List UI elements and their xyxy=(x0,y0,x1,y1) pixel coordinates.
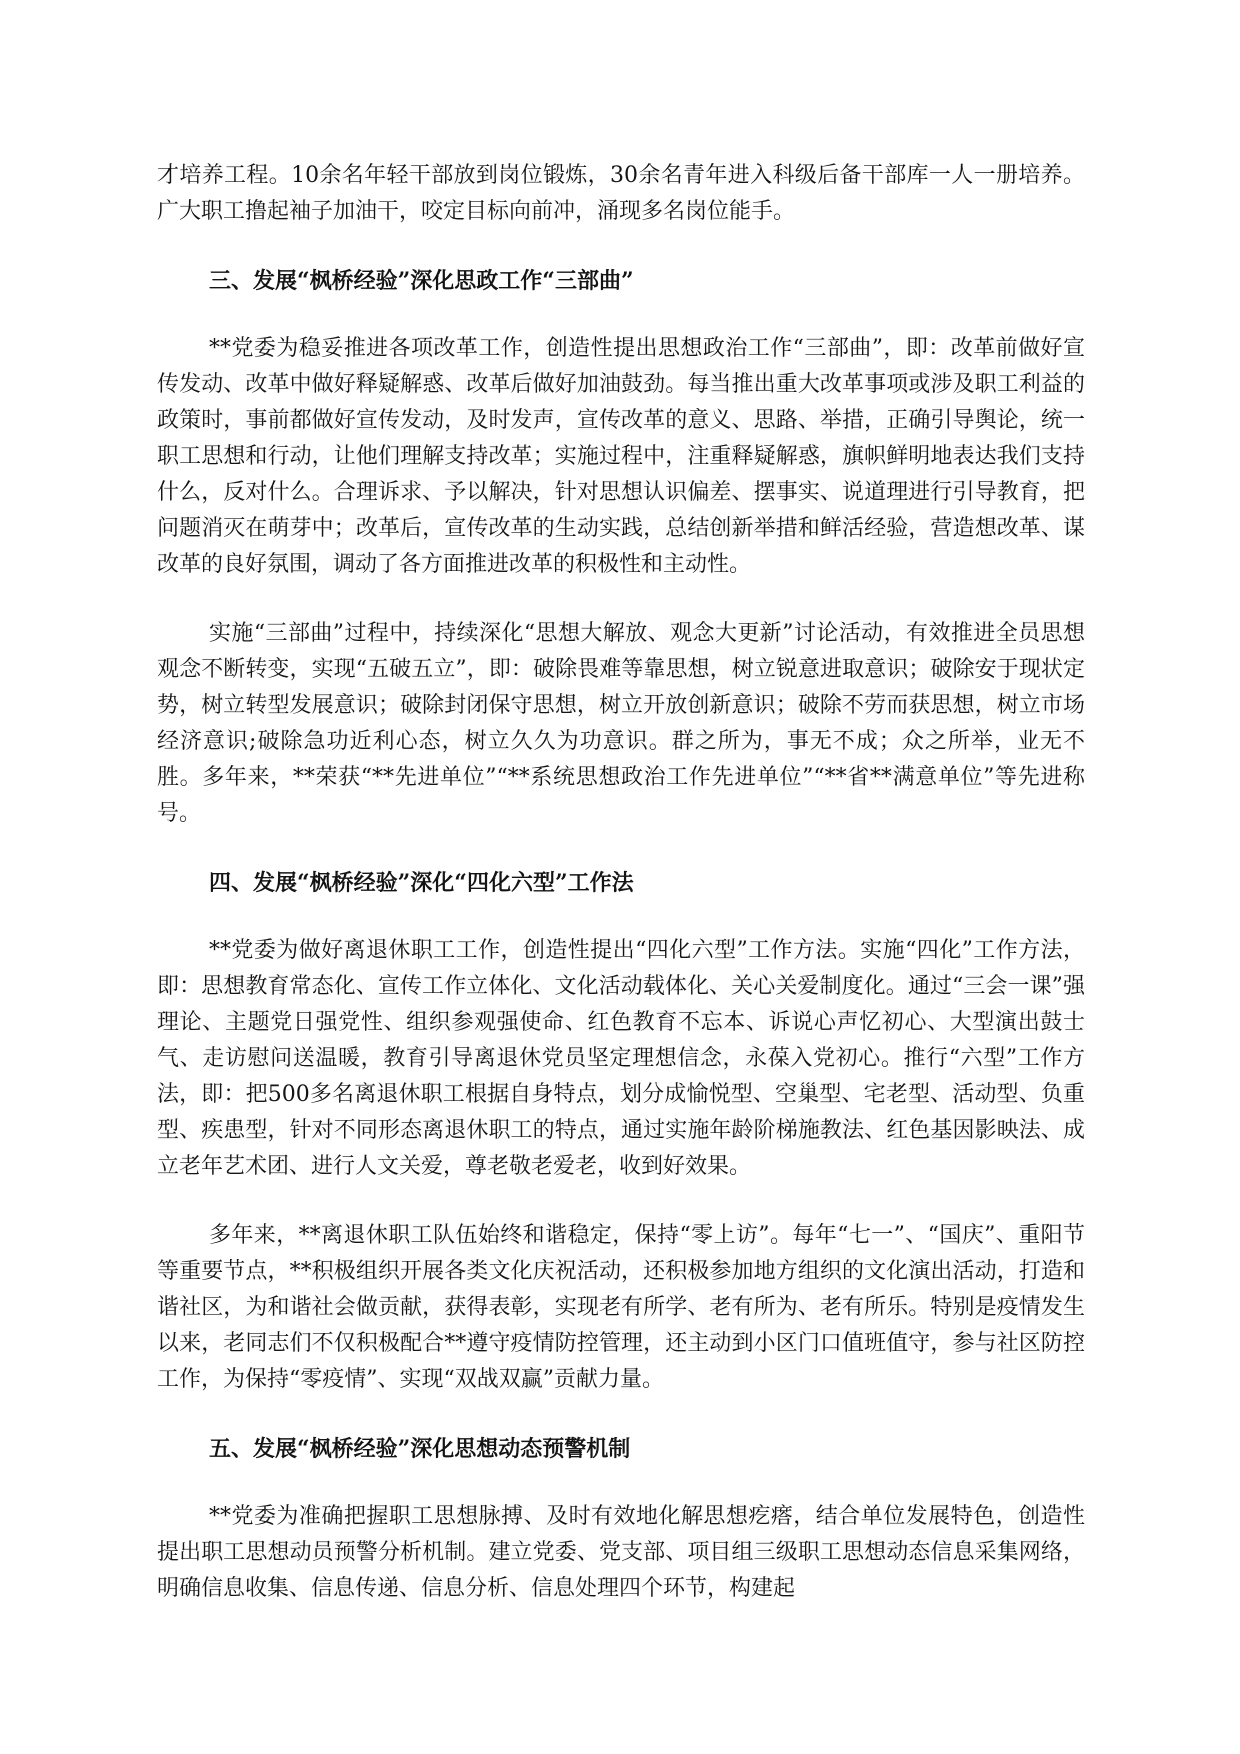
paragraph-warning-mechanism: **党委为准确把握职工思想脉搏、及时有效地化解思想疙瘩，结合单位发展特色，创造性提出职工思想动员预警分析机制。建立党委、党支部、项目组三级职工思想动态信息采集网络，明确信息收集、信息传递、信息分析、信息处理四个环节，构建起 xyxy=(157,1504,1085,1601)
section-heading-4: 四、发展“枫桥经验”深化“四化六型”工作法 xyxy=(209,870,634,896)
document-page xyxy=(157,158,1085,1607)
paragraph-three-steps: **党委为稳妥推进各项改革工作，创造性提出思想政治工作“三部曲”，即：改革前做好宣传发动、改革中做好释疑解惑、改革后做好加油鼓劲。每当推出重大改革事项或涉及职工利益的政策时，事前都做好宣传发动，及时发声，宣传改革的意义、思路、举措，正确引导舆论，统一职工思想和行动，让他们理解支持改革；实施过程中，注重释疑解惑，旗帜鲜明地表达我们支持什么，反对什么。合理诉求、予以解决，针对思想认识偏差、摆事实、说道理进行引导教育，把问题消灭在萌芽中；改革后，宣传改革的生动实践，总结创新举措和鲜活经验，营造想改革、谋改革的良好氛围，调动了各方面推进改革的积极性和主动性。 xyxy=(157,336,1085,577)
paragraph-retirees: 多年来，**离退休职工队伍始终和谐稳定，保持“零上访”。每年“七一”、“国庆”、重阳节等重要节点，**积极组织开展各类文化庆祝活动，还积极参加地方组织的文化演出活动，打造和谐社区，为和谐社会做贡献，获得表彰，实现老有所学、老有所为、老有所乐。特别是疫情发生以来，老同志们不仅积极配合**遵守疫情防控管理，还主动到小区门口值班值守，参与社区防控工作，为保持“零疫情”、实现“双战双赢”贡献力量。 xyxy=(157,1223,1085,1392)
section-heading-5: 五、发展“枫桥经验”深化思想动态预警机制 xyxy=(209,1436,631,1462)
paragraph-five-breaks: 实施“三部曲”过程中，持续深化“思想大解放、观念大更新”讨论活动，有效推进全员思想观念不断转变，实现“五破五立”，即：破除畏难等靠思想，树立锐意进取意识；破除安于现状定势，树立转型发展意识；破除封闭保守思想，树立开放创新意识；破除不劳而获思想，树立市场经济意识;破除急功近利心态，树立久久为功意识。群之所为，事无不成；众之所举，业无不胜。多年来，**荣获“**先进单位”“**系统思想政治工作先进单位”“**省**满意单位”等先进称号。 xyxy=(157,621,1085,826)
paragraph-continuation: 才培养工程。10余名年轻干部放到岗位锻炼，30余名青年进入科级后备干部库一人一册培养。广大职工撸起袖子加油干，咬定目标向前冲，涌现多名岗位能手。 xyxy=(157,163,1085,224)
paragraph-four-six-method: **党委为做好离退休职工工作，创造性提出“四化六型”工作方法。实施“四化”工作方法，即：思想教育常态化、宣传工作立体化、文化活动载体化、关心关爱制度化。通过“三会一课”强理论、主题党日强党性、组织参观强使命、红色教育不忘本、诉说心声忆初心、大型演出鼓士气、走访慰问送温暖，教育引导离退休党员坚定理想信念，永葆入党初心。推行“六型”工作方法，即：把500多名离退休职工根据自身特点，划分成愉悦型、空巢型、宅老型、活动型、负重型、疾患型，针对不同形态离退休职工的特点，通过实施年龄阶梯施教法、红色基因影映法、成立老年艺术团、进行人文关爱，尊老敬老爱老，收到好效果。 xyxy=(157,938,1085,1179)
section-heading-3: 三、发展“枫桥经验”深化思政工作“三部曲” xyxy=(209,268,634,294)
